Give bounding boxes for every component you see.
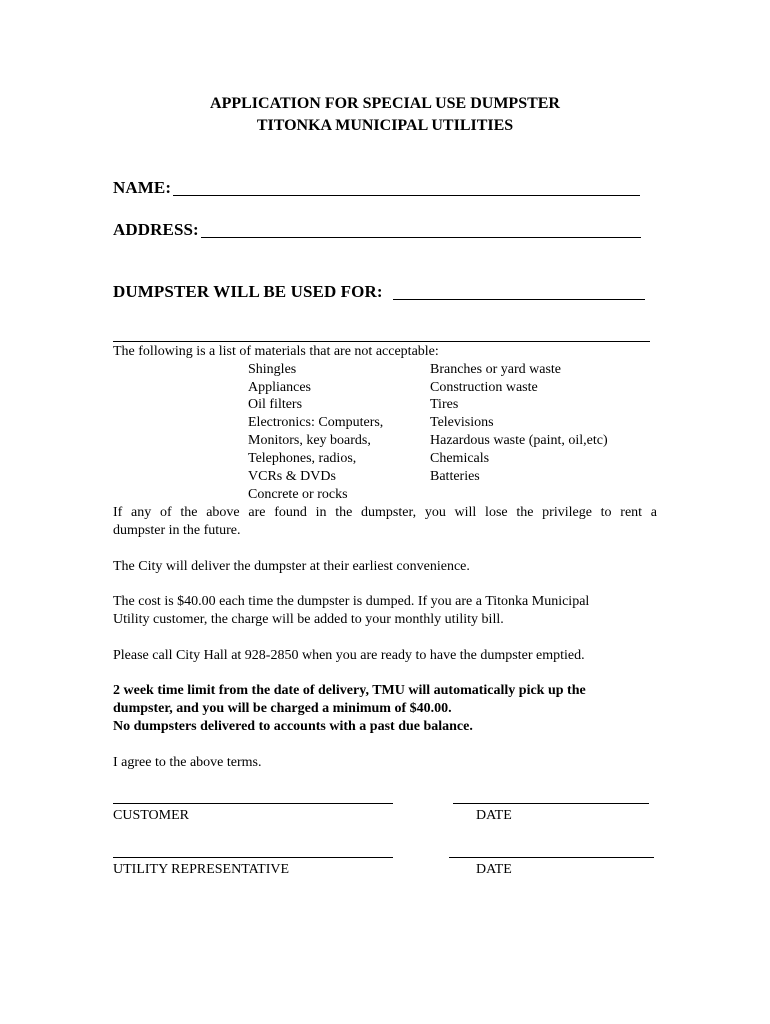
document-title: APPLICATION FOR SPECIAL USE DUMPSTER [210,95,560,112]
material-item-right: Chemicals [430,451,490,466]
material-item-right: Construction waste [430,380,538,395]
use-line-2[interactable] [113,341,650,342]
limit-text-line3: No dumpsters delivered to accounts with a past due balance. [113,719,473,734]
material-item-right: Hazardous waste (paint, oil,etc) [430,433,608,448]
material-item-right: Televisions [430,415,494,430]
agree-text: I agree to the above terms. [113,755,262,770]
delivery-text: The City will deliver the dumpster at their earliest convenience. [113,559,470,574]
customer-date-line[interactable] [453,803,649,804]
use-line[interactable] [393,299,645,300]
material-item-left: VCRs & DVDs [248,469,336,484]
material-item-left: Appliances [248,380,311,395]
material-item-right: Tires [430,397,459,412]
rep-date-label: DATE [476,862,512,877]
material-item-left: Oil filters [248,397,303,412]
limit-text-line1: 2 week time limit from the date of delivery, TMU will automatically pick up the [113,683,586,698]
material-item-right: Branches or yard waste [430,362,562,377]
cost-text-line1: The cost is $40.00 each time the dumpster is dumped. If you are a Titonka Municipal [113,594,590,609]
rep-date-line[interactable] [449,857,654,858]
call-text: Please call City Hall at 928-2850 when you are ready to have the dumpster emptied. [113,648,585,663]
material-item-left: Electronics: Computers, [248,415,384,430]
cost-text-line2: Utility customer, the charge will be added to your monthly utility bill. [113,612,504,627]
rep-label: UTILITY REPRESENTATIVE [113,862,290,877]
use-label: DUMPSTER WILL BE USED FOR: [113,282,383,301]
material-item-left: Concrete or rocks [248,487,348,502]
material-item-left: Shingles [248,362,297,377]
limit-text-line2: dumpster, and you will be charged a minimum of $40.00. [113,701,452,716]
name-label: NAME: [113,178,172,197]
material-item-left: Monitors, key boards, [248,433,371,448]
warning-text-line2: dumpster in the future. [113,523,241,538]
name-line[interactable] [173,195,640,196]
material-item-right: Batteries [430,469,480,484]
address-label: ADDRESS: [113,220,199,239]
customer-date-label: DATE [476,808,512,823]
document-subtitle: TITONKA MUNICIPAL UTILITIES [256,117,514,134]
customer-label: CUSTOMER [113,808,189,823]
warning-text-line1: If any of the above are found in the dumpster, you will lose the privilege to rent a [113,505,657,520]
customer-signature-line[interactable] [113,803,393,804]
rep-signature-line[interactable] [113,857,393,858]
materials-intro: The following is a list of materials that are not acceptable: [113,344,439,359]
material-item-left: Telephones, radios, [248,451,357,466]
address-line[interactable] [201,237,641,238]
